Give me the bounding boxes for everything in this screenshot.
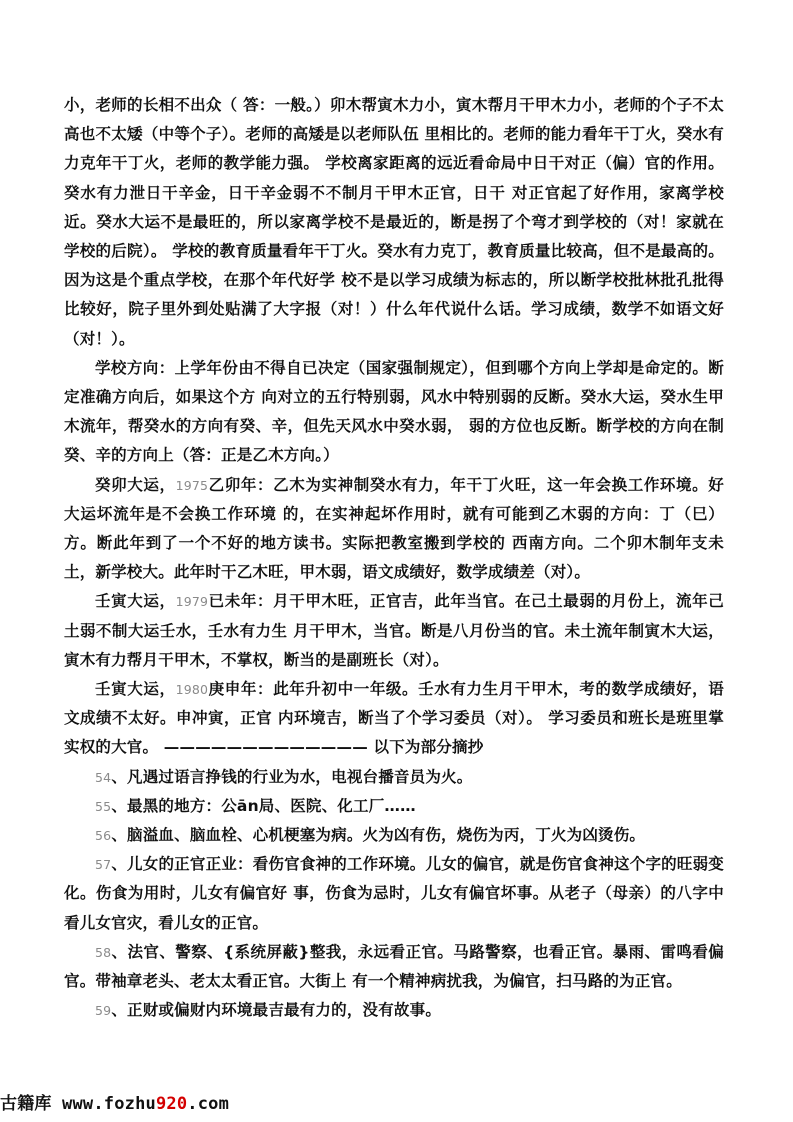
item-number: 54 <box>95 769 112 785</box>
paragraph <box>64 675 724 763</box>
paragraph <box>64 587 724 675</box>
item-text: 、法官、警察、{系统屏蔽}整我，永远看正官。马路警察，也看正官。暴雨、雷鸣看偏官。带袖章老头、老太太看正官。大街上 有一个精神病扰我，为偏官，扫马路的为正官。 <box>64 942 724 991</box>
item-text: 、正财或偏财内环境最吉最有力的，没有故事。 <box>111 1001 442 1020</box>
paragraph-lead: 壬寅大运， <box>95 680 176 699</box>
paragraph <box>64 471 724 588</box>
footer-url-prefix[interactable]: www.fozhu <box>51 1094 156 1114</box>
paragraph-lead: 癸卯大运， <box>95 475 176 494</box>
item-text: 、脑溢血、脑血栓、心机梗塞为病。火为凶有伤，烧伤为丙，丁火为凶烫伤。 <box>111 826 646 845</box>
year-number: 1975 <box>175 477 209 493</box>
paragraph-text: 已未年：月干甲木旺，正官吉，此年当官。在己土最弱的月份上，流年己土弱不制大运壬水，壬水有力生 月干甲木，当官。断是八月份当的官。未土流年制寅木大运，寅木有力帮月干甲木，不掌权，断当的是副班长（对）。 <box>64 592 724 669</box>
paragraph <box>64 354 724 471</box>
footer-url-suffix[interactable]: .com <box>187 1094 230 1114</box>
item-number: 55 <box>95 798 112 814</box>
item-text: 、最黑的地方：公ān局、医院、化工厂…… <box>111 796 416 815</box>
item-number: 56 <box>95 828 112 844</box>
paragraph-text: 乙卯年：乙木为实神制癸水有力，年干丁火旺，这一年会换工作环境。好大运坏流年是不会换工作环境 的，在实神起坏作用时，就有可能到乙木弱的方向：丁（巳）方。断此年到了一个不好的地方读书。实际把教室搬到学校的 西南方向。二个卯木制年支未土，新学校大。此年时干乙木旺，甲木弱，语文成绩好，数学成绩差（对）。 <box>64 475 724 582</box>
item-text: 、凡遇过语言挣钱的行业为水，电视台播音员为火。 <box>111 767 473 786</box>
item-text: 、儿女的正官正业：看伤官食神的工作环境。儿女的偏官，就是伤官食神这个字的旺弱变化。伤食为用时，儿女有偏官好 事，伤食为忌时，儿女有偏官坏事。从老子（母亲）的八字中看儿女官灾，看儿女的正官。 <box>64 855 724 932</box>
year-number: 1980 <box>175 682 209 698</box>
item-number: 58 <box>95 944 112 960</box>
paragraph-text: 学校方向：上学年份由不得自已决定（国家强制规定），但到哪个方向上学却是命定的。断定准确方向后，如果这个方 向对立的五行特别弱，风水中特别弱的反断。癸水大运，癸水生甲木流年，帮癸水的方向有癸、辛，但先天风水中癸水弱， 弱的方位也反断。断学校的方向在制癸、辛的方向上（答：正是乙木方向。） <box>64 358 724 465</box>
item-number: 57 <box>95 857 112 873</box>
paragraph-text: 小，老师的长相不出众（ 答：一般。）卯木帮寅木力小，寅木帮月干甲木力小，老师的个子不太高也不太矮（中等个子）。老师的高矮是以老师队伍 里相比的。老师的能力看年干丁火，癸水有力克年干丁火，老师的教学能力强。 学校离家距离的远近看命局中日干对正（偏）官的作用。癸水有力泄日干辛金，日干辛金弱不不制月干甲木正官，日干 对正官起了好作用，家离学校近。癸水大运不是最旺的，所以家离学校不是最近的，断是拐了个弯才到学校的（对！家就在 学校的后院）。 学校的教育质量看年干丁火。癸水有力克丁，教育质量比较高，但不是最高的。因为这是个重点学校，在那个年代好学 校不是以学习成绩为标志的，所以断学校批林批孔批得比较好，院子里外到处贴满了大字报（对！）什么年代说什么话。学习成绩，数学不如语文好（对！）。 <box>64 96 724 348</box>
site-footer <box>0 1089 229 1114</box>
footer-brand: 古籍库 <box>0 1094 52 1114</box>
list-item <box>64 938 724 996</box>
paragraph-lead: 壬寅大运， <box>95 592 176 611</box>
paragraph <box>64 91 724 354</box>
list-item <box>64 792 724 821</box>
list-item <box>64 763 724 792</box>
list-item <box>64 850 724 938</box>
document-body <box>64 91 724 1026</box>
list-item <box>64 996 724 1025</box>
item-number: 59 <box>95 1003 112 1019</box>
paragraph-text: 庚申年：此年升初中一年级。壬水有力生月干甲木，考的数学成绩好，语文成绩不太好。申冲寅，正官 内环境吉，断当了个学习委员（对）。 学习委员和班长是班里掌实权的大官。 ————————————— 以下为部分摘抄 <box>64 680 724 757</box>
footer-url-number[interactable]: 920 <box>155 1094 188 1114</box>
year-number: 1979 <box>175 594 209 610</box>
list-item <box>64 821 724 850</box>
